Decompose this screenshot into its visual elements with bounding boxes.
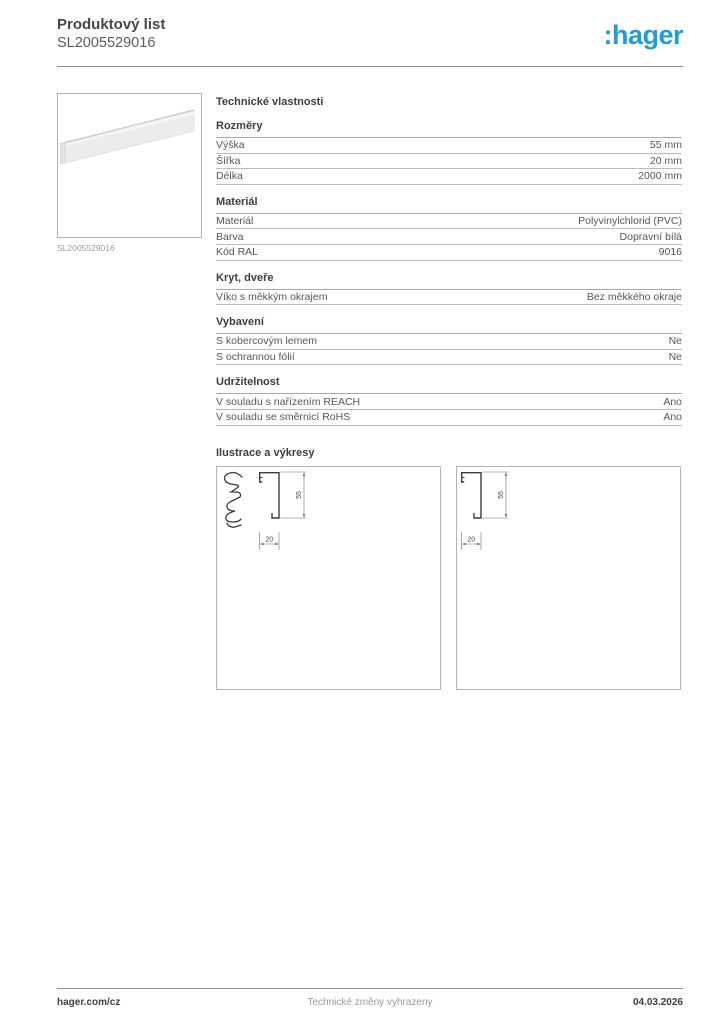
row-value: 55 mm — [649, 139, 682, 152]
header — [57, 16, 683, 60]
header-divider — [57, 66, 683, 67]
product-image-caption: SL2005529016 — [57, 243, 115, 253]
row-label: Víko s měkkým okrajem — [216, 290, 328, 303]
clip-profile-outline — [225, 472, 242, 527]
table-row — [216, 410, 682, 426]
footer-divider — [57, 988, 683, 989]
row-label: Délka — [216, 170, 243, 183]
section-udrzitelnost — [216, 376, 682, 425]
table-row — [216, 290, 682, 306]
profile-drawing-with-clip — [217, 467, 440, 689]
footer — [57, 997, 683, 1008]
tech-heading: Technické vlastnosti — [216, 96, 324, 108]
row-label: Kód RAL — [216, 246, 259, 259]
section-rozmery — [216, 120, 682, 185]
table-row — [216, 138, 682, 154]
row-label: Materiál — [216, 215, 254, 228]
row-label: Výška — [216, 139, 245, 152]
section-kryt-dvere — [216, 272, 682, 306]
dim-height-label: 55 — [498, 490, 505, 499]
table-row — [216, 169, 682, 185]
table-row — [216, 214, 682, 230]
table-row — [216, 394, 682, 410]
section-vybaveni — [216, 316, 682, 365]
row-value: 2000 mm — [638, 170, 682, 183]
section-title: Rozměry — [216, 120, 682, 138]
dim-width-label: 20 — [467, 536, 476, 544]
row-label: S kobercovým lemem — [216, 335, 317, 348]
technical-properties — [216, 96, 682, 690]
cover-profile-outline — [260, 472, 279, 517]
row-label: V souladu se směrnicí RoHS — [216, 411, 351, 424]
section-title: Vybavení — [216, 316, 682, 334]
cover-profile-outline — [462, 472, 481, 517]
technical-drawing-2 — [456, 466, 681, 690]
row-label: V souladu s nařízením REACH — [216, 395, 361, 408]
row-value: Ano — [663, 395, 682, 408]
row-label: S ochrannou fólií — [216, 351, 295, 364]
profile-drawing — [457, 467, 680, 689]
illustrations-heading: Ilustrace a výkresy — [216, 446, 315, 459]
row-value: Polyvinylchlorid (PVC) — [578, 215, 682, 228]
illustrations — [216, 466, 682, 690]
row-value: Bez měkkého okraje — [586, 290, 682, 303]
product-image — [57, 93, 202, 238]
page-title: Produktový list — [57, 16, 166, 33]
row-label: Šířka — [216, 154, 241, 167]
row-value: Ne — [668, 335, 682, 348]
section-title: Kryt, dveře — [216, 272, 682, 290]
technical-drawing-1 — [216, 466, 441, 690]
row-value: 9016 — [658, 246, 682, 259]
product-profile-image — [58, 94, 201, 237]
row-value: 20 mm — [649, 154, 682, 167]
footer-website-link[interactable]: hager.com/cz — [57, 997, 121, 1008]
footer-date: 04.03.2026 — [632, 997, 683, 1008]
table-row — [216, 245, 682, 261]
row-value: Dopravní bílá — [619, 230, 682, 243]
section-material — [216, 196, 682, 261]
table-row — [216, 229, 682, 245]
table-row — [216, 154, 682, 170]
row-value: Ano — [663, 411, 682, 424]
section-title: Udržitelnost — [216, 376, 682, 394]
table-row — [216, 334, 682, 350]
hager-logo: :hager — [603, 20, 683, 50]
footer-disclaimer: Technické změny vyhrazeny — [307, 997, 433, 1008]
dim-height-label: 55 — [296, 490, 303, 499]
section-title: Materiál — [216, 196, 682, 214]
table-row — [216, 350, 682, 366]
row-value: Ne — [668, 351, 682, 364]
dim-width-label: 20 — [265, 536, 274, 544]
product-code: SL2005529016 — [57, 35, 156, 51]
row-label: Barva — [216, 230, 244, 243]
